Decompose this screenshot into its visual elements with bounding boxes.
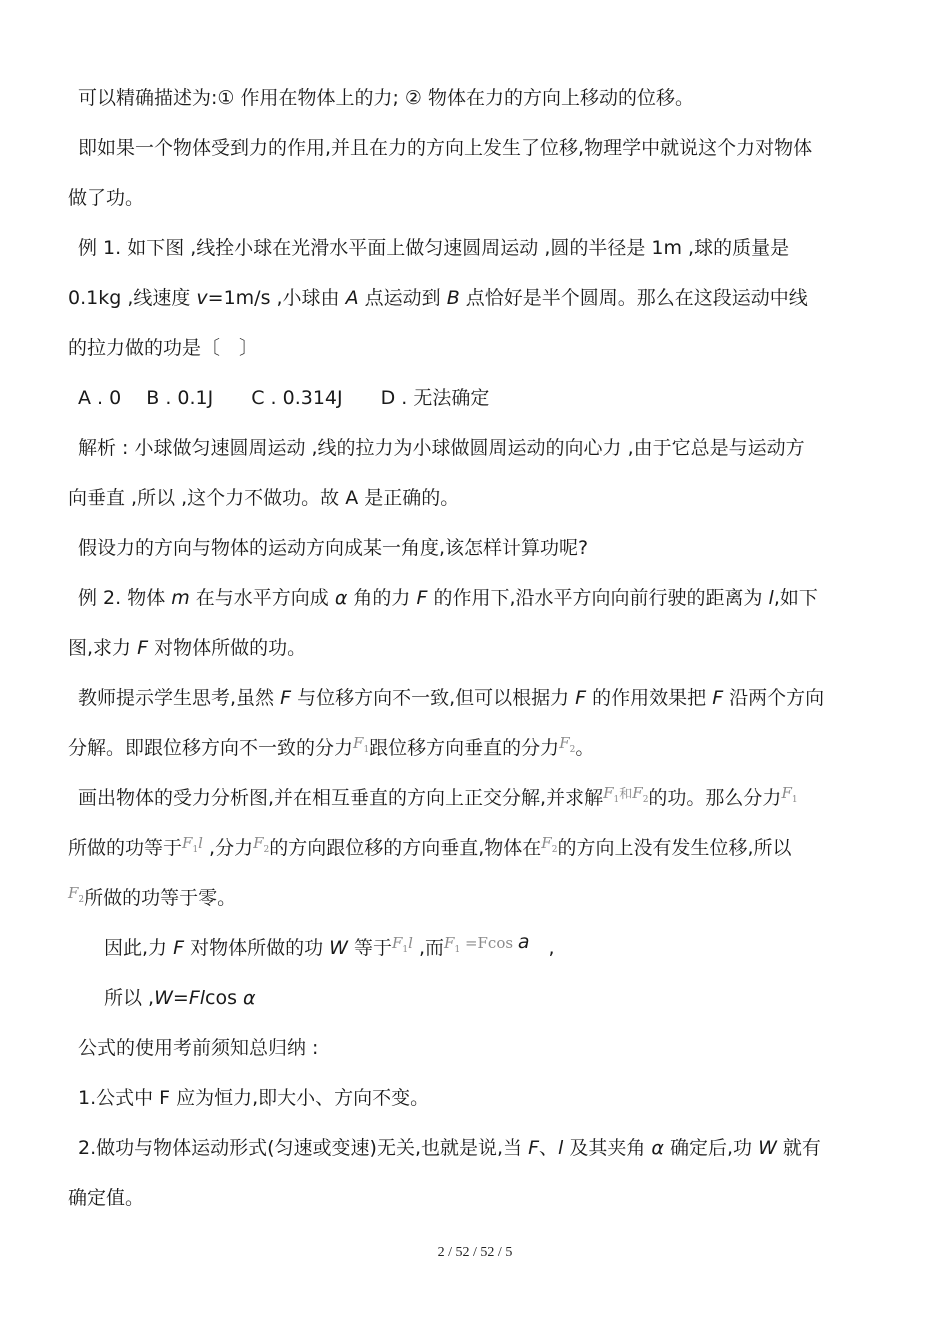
text: =1m/s ,小球由	[207, 287, 346, 309]
text: 与位移方向不一致,但可以根据力	[291, 687, 576, 709]
var-F: F	[280, 687, 292, 709]
text: 的作用下,沿水平方向向前行驶的距离为	[427, 587, 769, 609]
paragraph-work-definition-line2	[68, 186, 898, 210]
var-F: F	[416, 587, 428, 609]
text: 可以精确描述为:① 作用在物体上的力; ② 物体在力的方向上移动的位移。	[78, 87, 694, 109]
text: 角的力	[347, 587, 417, 609]
var-l: l	[768, 587, 774, 609]
text: 确定后,功	[663, 1137, 759, 1159]
teacher-hint-line2	[68, 736, 898, 768]
formula-F1: F1	[353, 734, 370, 755]
text: 等于	[347, 937, 392, 959]
text: 向垂直 ,所以 ,这个力不做功。故 A 是正确的。	[68, 487, 460, 509]
text: 的方向跟位移的方向垂直,物体在	[269, 837, 542, 859]
var-Fl: Fl	[188, 987, 206, 1009]
var-alpha: a	[517, 931, 530, 953]
text: A . 0 B . 0.1J C . 0.314J D . 无法确定	[78, 387, 490, 409]
var-F: F	[528, 1137, 540, 1159]
var-alpha: α	[334, 587, 348, 609]
var-F: F	[137, 637, 149, 659]
example2-line1	[78, 586, 898, 610]
text: 确定值。	[68, 1187, 145, 1209]
hence-line	[104, 931, 904, 968]
text: ,分力	[202, 837, 254, 859]
text: ,而	[412, 937, 445, 959]
text: 公式的使用考前须知总归纳 :	[78, 1037, 319, 1059]
work-formula	[104, 986, 904, 1010]
text: ,	[529, 937, 555, 959]
text: 所以 ,	[104, 987, 155, 1009]
text: 对物体所做的功。	[148, 637, 307, 659]
formula-F1-l: F1l	[391, 934, 413, 955]
text: 例 1. 如下图 ,线拴小球在光滑水平面上做匀速圆周运动 ,圆的半径是 1m ,球的质量是	[78, 237, 790, 259]
text: 做了功。	[68, 187, 145, 209]
var-A: A	[345, 287, 359, 309]
var-l: l	[558, 1137, 564, 1159]
example1-line3	[68, 336, 898, 360]
text: 就有	[776, 1137, 821, 1159]
formula-F2: F2	[253, 834, 270, 855]
text: 图,求力	[68, 637, 138, 659]
force-analysis-line2	[68, 836, 898, 868]
rule-2-line1	[78, 1136, 898, 1160]
example1-analysis-line1	[78, 436, 898, 460]
text: 1.公式中 F 应为恒力,即大小、方向不变。	[78, 1087, 430, 1109]
page-number: 2 / 52 / 52 / 5	[437, 1245, 513, 1260]
text: 点恰好是半个圆周。那么在这段运动中线	[459, 287, 808, 309]
rule-2-line2	[68, 1186, 898, 1210]
text: 的功。那么分力	[648, 787, 782, 809]
text: 即如果一个物体受到力的作用,并且在力的方向上发生了位移,物理学中就说这个力对物体	[78, 137, 813, 159]
paragraph-work-definition-line1	[78, 136, 898, 160]
var-W: W	[154, 987, 173, 1009]
formula-F1: F1	[781, 784, 798, 805]
text: 跟位移方向垂直的分力	[369, 737, 560, 759]
text: 解析 : 小球做匀速圆周运动 ,线的拉力为小球做圆周运动的向心力 ,由于它总是与运动方	[78, 437, 805, 459]
formula-F1-and-F2: F1和F2	[603, 784, 649, 805]
example1-line2	[68, 286, 898, 310]
rule-1	[78, 1086, 898, 1110]
formula-F1-eq-Fcos: F1 =Fcos	[444, 934, 518, 955]
var-W: W	[329, 937, 348, 959]
text: 假设力的方向与物体的运动方向成某一角度,该怎样计算功呢?	[78, 537, 589, 559]
example1-line1	[78, 236, 898, 260]
text: 例 2. 物体	[78, 587, 172, 609]
teacher-hint-line1	[78, 686, 898, 710]
text: cos	[205, 987, 244, 1009]
text: 点运动到	[358, 287, 447, 309]
text: 因此,力	[104, 937, 174, 959]
text: 沿两个方向	[723, 687, 825, 709]
text: 的拉力做的功是〔 〕	[68, 337, 259, 359]
text: 、	[539, 1137, 559, 1159]
var-F: F	[575, 687, 587, 709]
var-B: B	[446, 287, 460, 309]
text: 在与水平方向成	[189, 587, 335, 609]
paragraph-work-description	[78, 86, 898, 110]
text: 对物体所做的功	[184, 937, 330, 959]
formula-F2: F2	[541, 834, 558, 855]
example1-analysis-line2	[68, 486, 898, 510]
summary-heading	[78, 1036, 898, 1060]
text: 及其夹角	[563, 1137, 652, 1159]
text: 教师提示学生思考,虽然	[78, 687, 281, 709]
var-alpha: α	[651, 1137, 664, 1159]
text: 分解。即跟位移方向不一致的分力	[68, 737, 354, 759]
force-analysis-line1	[78, 786, 898, 818]
var-m: m	[171, 587, 190, 609]
example1-options	[78, 386, 898, 410]
text: 0.1kg ,线速度	[68, 287, 197, 309]
text: 的作用效果把	[586, 687, 713, 709]
text: 2.做功与物体运动形式(匀速或变速)无关,也就是说,当	[78, 1137, 529, 1159]
var-alpha: α	[243, 987, 256, 1009]
text: 画出物体的受力分析图,并在相互垂直的方向上正交分解,并求解	[78, 787, 604, 809]
question-angle	[78, 536, 898, 560]
var-W: W	[758, 1137, 777, 1159]
var-F: F	[712, 687, 724, 709]
text: 所做的功等于	[68, 837, 183, 859]
var-F: F	[173, 937, 185, 959]
text: 。	[575, 737, 595, 759]
text: 的方向上没有发生位移,所以	[557, 837, 792, 859]
formula-F2: F2	[68, 884, 85, 905]
text: =	[172, 987, 189, 1009]
text: ,如下	[773, 587, 818, 609]
example2-line2	[68, 636, 898, 660]
formula-F2: F2	[559, 734, 576, 755]
var-v: v	[196, 287, 208, 309]
formula-F1-l: F1l	[182, 834, 203, 855]
text: 所做的功等于零。	[84, 887, 237, 909]
force-analysis-line3	[68, 886, 898, 918]
